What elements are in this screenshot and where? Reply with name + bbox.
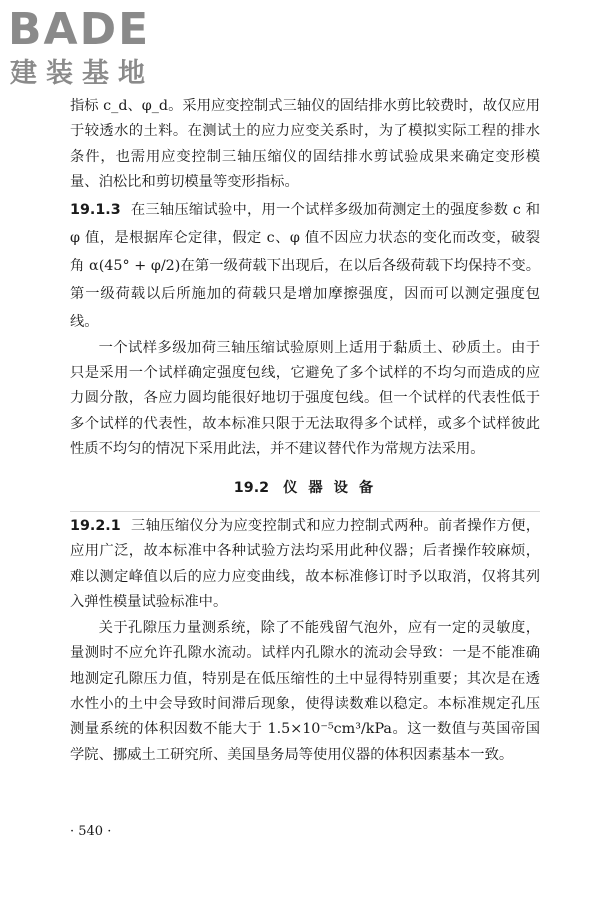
paragraph-19-1-3-text-b: 在第一级荷载下出现后，在以后各级荷载下均保持不变。第一级荷载以后所施加的荷载只是增加摩擦强度，因而可以测定强度包线。 xyxy=(70,257,541,330)
paragraph-19-1-3-text-a: 在三轴压缩试验中，用一个试样多级加荷测定土的强度参数 c 和 φ 值，是根据库仑定律，假定 c、φ 值不因应力状态的变化而改变，破裂角 α xyxy=(70,201,540,274)
section-title: 仪 器 设 备 xyxy=(283,479,377,496)
divider xyxy=(70,511,540,512)
paragraph-1: 指标 c_d、φ_d。采用应变控制式三轴仪的固结排水剪比较费时，故仅应用于较透水的土料。在测试土的应力应变关系时，为了模拟实际工程的排水条件，也需用应变控制三轴压缩仪的固结排水剪试验成果来确定变形模量、泊松比和剪切模量等变形指标。 xyxy=(70,98,540,191)
paragraph-19-2-1-text: 三轴压缩仪分为应变控制式和应力控制式两种。前者操作方便，应用广泛，故本标准中各种试验方法均采用此种仪器；后者操作较麻烦，难以测定峰值以后的应力应变曲线，故本标准修订时予以取消，仅将其列入弹性模量试验标准中。 xyxy=(70,518,540,611)
paragraph-multistage: 一个试样多级加荷三轴压缩试验原则上适用于黏质土、砂质土。由于只是采用一个试样确定强度包线，它避免了多个试样的不均匀而造成的应力圆分散，各应力圆均能很好地切于强度包线。但一个试样的代表性低于多个试样的代表性，故本标准只限于无法取得多个试样，或多个试样彼此性质不均匀的情况下采用此法，并不建议替代作为常规方法采用。 xyxy=(70,339,540,458)
paragraph-19-2-1 xyxy=(70,514,540,616)
page-body xyxy=(70,94,540,768)
angle-formula: (45° + φ/2) xyxy=(98,257,181,274)
paragraph-19-1-3 xyxy=(70,196,540,336)
logo-subtitle: 建装基地 xyxy=(10,58,154,89)
clause-number: 19.1.3 xyxy=(70,201,121,218)
section-heading xyxy=(70,476,540,501)
paragraph-pore-pressure: 关于孔隙压力量测系统，除了不能残留气泡外，应有一定的灵敏度，量测时不应允许孔隙水流动。试样内孔隙水的流动会导致：一是不能准确地测定孔隙压力值，特别是在低压缩性的土中显得特别重要；其次是在透水性小的土中会导致时间滞后现象，使得读数难以稳定。本标准规定孔压测量系统的体积因数不能大于 1.5×10⁻⁵cm³/kPa。这一数值与英国帝国学院、挪威土工研究所、美国垦务局等使用仪器的体积因素基本一致。 xyxy=(70,619,540,763)
clause-number: 19.2.1 xyxy=(70,518,121,535)
page-number: · 540 · xyxy=(70,824,112,839)
logo-brand: BADE xyxy=(8,4,151,55)
section-number: 19.2 xyxy=(233,479,270,496)
logo xyxy=(8,6,183,92)
